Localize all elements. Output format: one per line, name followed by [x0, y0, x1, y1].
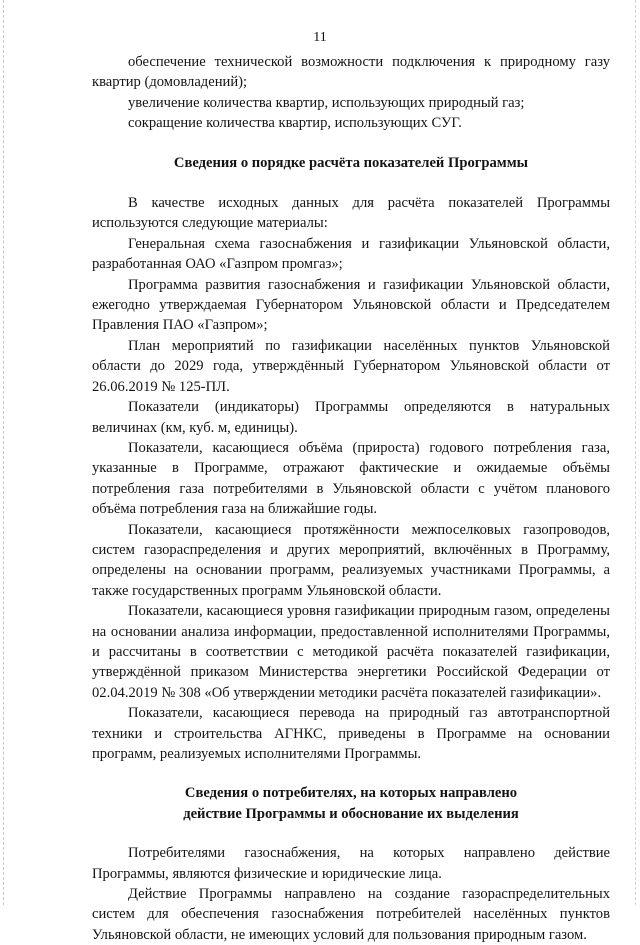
section-heading-indicators: Сведения о порядке расчёта показателей Программы — [173, 154, 529, 171]
document-body — [92, 52, 610, 945]
body-paragraph: Программа развития газоснабжения и газификации Ульяновской области, ежегодно утверждаемая Губернатором Ульяновской области и Председателем Правления ПАО «Газпром»; — [92, 276, 610, 334]
scan-edge-left — [3, 0, 5, 905]
body-paragraph: Потребителями газоснабжения, на которых направлено действие Программы, являются физические и юридические лица. — [92, 845, 610, 882]
body-paragraph: Действие Программы направлено на создание газораспределительных систем для обеспечения газоснабжения потребителей населённых пунктов Ульяновской области, не имеющих условий для пользования природным газом. — [92, 886, 610, 943]
intro-paragraph: увеличение количества квартир, использующих природный газ; — [128, 94, 525, 111]
body-paragraph: Показатели (индикаторы) Программы определяются в натуральных величинах (км, куб. м, единицы). — [92, 399, 610, 436]
body-paragraph: В качестве исходных данных для расчёта показателей Программы используются следующие материалы: — [92, 195, 610, 232]
body-paragraph: Показатели, касающиеся протяжённости межпоселковых газопроводов, систем газораспределения и других мероприятий, включённых в Программу, определены на основании программ, реализуемых участниками Программы, а также государственных программ Ульяновской области. — [92, 521, 610, 599]
section-heading-line: действие Программы и обоснование их выделения — [183, 805, 519, 822]
page-number: 11 — [313, 30, 327, 45]
section-heading-consumers — [92, 783, 610, 824]
intro-paragraph: сокращение количества квартир, использующих СУГ. — [128, 115, 462, 132]
section-heading-line: Сведения о потребителях, на которых направлено — [184, 785, 518, 802]
intro-paragraph: обеспечение технической возможности подключения к природному газу квартир (домовладений); — [92, 54, 610, 91]
body-paragraph: Генеральная схема газоснабжения и газификации Ульяновской области, разработанная ОАО «Газпром промгаз»; — [92, 235, 610, 273]
body-paragraph: Показатели, касающиеся уровня газификации природным газом, определены на основании анализа информации, предоставленной исполнителями Программы, и рассчитаны в соответствии с методикой расчёта показателей газификации, утверждённой приказом Министерства энергетики Российской Федерации от 02.04.2019 № 308 «Об утверждении методики расчёта показателей газификации». — [92, 603, 610, 701]
body-paragraph: План мероприятий по газификации населённых пунктов Ульяновской области до 2029 года, утверждённый Губернатором Ульяновской области от 26.06.2019 № 125-ПЛ. — [92, 337, 610, 395]
body-paragraph: Показатели, касающиеся объёма (прироста) годового потребления газа, указанные в Программе, отражают фактические и ожидаемые объёмы потребления газа потребителями в Ульяновской области с учётом планового объёма потребления газа на ближайшие годы. — [92, 439, 610, 518]
scan-edge-right — [635, 0, 637, 905]
body-paragraph: Показатели, касающиеся перевода на природный газ автотранспортной техники и строительства АГНКС, приведены в Программе на основании программ, реализуемых исполнителями Программы. — [92, 705, 610, 762]
